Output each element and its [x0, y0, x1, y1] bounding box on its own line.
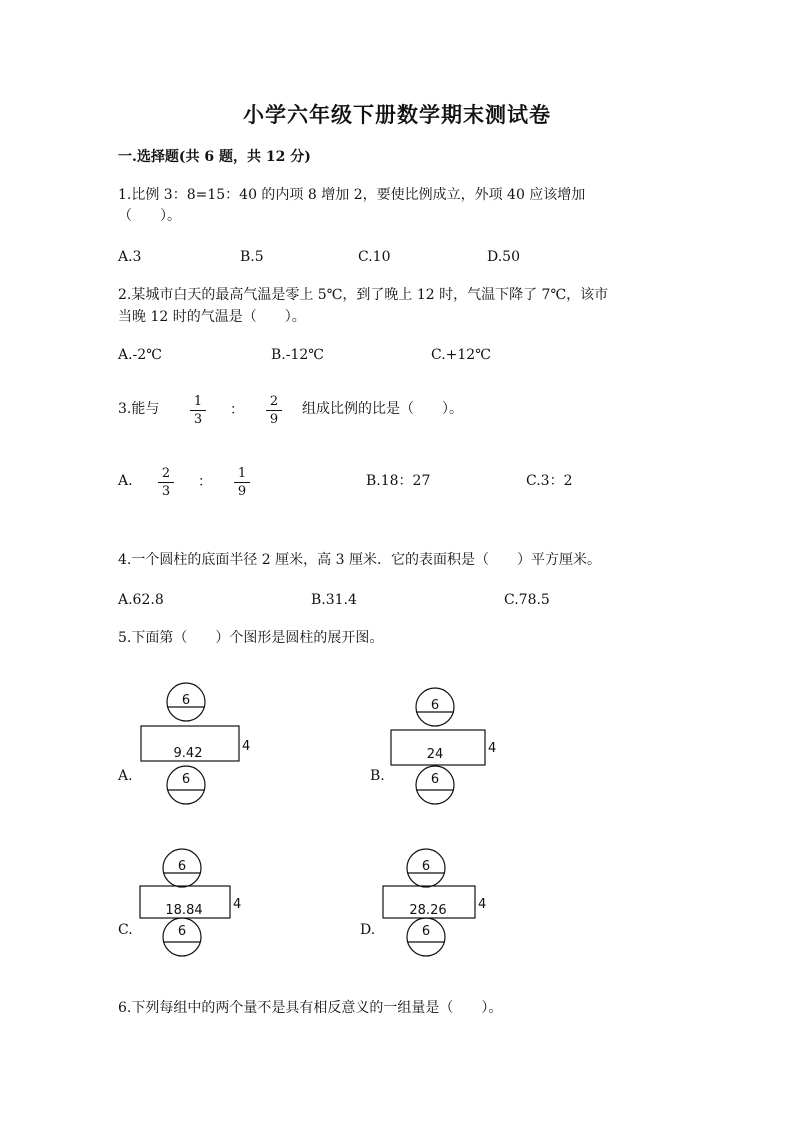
- q3-option-a-label: A.: [118, 473, 133, 489]
- q1-text-cont: （ ）。: [118, 208, 181, 224]
- figure-d-height: 4: [478, 897, 487, 912]
- q2-option-b: B.-12℃: [271, 347, 324, 363]
- q3-fraction-1-num: 1: [193, 394, 203, 409]
- q2-option-a: A.-2℃: [118, 347, 162, 363]
- q4-option-c: C.78.5: [504, 592, 550, 608]
- q2-text-cont: 当晚 12 时的气温是（ ）。: [118, 309, 306, 325]
- q1-text: 1.比例 3：8=15：40 的内项 8 增加 2，要使比例成立，外项 40 应该增加: [118, 187, 586, 203]
- section-heading: 一.选择题(共 6 题，共 12 分): [118, 149, 311, 165]
- q3-option-b: B.18：27: [366, 473, 431, 489]
- q3-option-a-fraction-1-num: 2: [161, 466, 171, 481]
- q4-option-a: A.62.8: [118, 592, 164, 608]
- figure-c-rect-length: 18.84: [165, 903, 203, 918]
- q3-option-a-fraction-2: [234, 466, 250, 499]
- q5-text: 5.下面第（ ）个图形是圆柱的展开图。: [118, 630, 384, 646]
- q3-fraction-2-num: 2: [269, 394, 279, 409]
- q1-option-a: A.3: [118, 249, 142, 265]
- figure-b-height: 4: [488, 741, 497, 756]
- figure-d-label: D.: [360, 922, 376, 938]
- figure-a-bottom-diameter: 6: [181, 772, 191, 787]
- q3-fraction-2-den: 9: [269, 412, 279, 427]
- q3-option-a-fraction-2-den: 9: [237, 484, 247, 499]
- q3-option-a-fraction-1: [158, 466, 174, 499]
- q3-option-a-fraction-1-den: 3: [161, 484, 171, 499]
- figure-d-top-diameter: 6: [421, 859, 431, 874]
- figure-d-rect-length: 28.26: [409, 903, 447, 918]
- q3-fraction-1-den: 3: [193, 412, 203, 427]
- q1-option-b: B.5: [240, 249, 264, 265]
- q6-text: 6.下列每组中的两个量不是具有相反意义的一组量是（ ）。: [118, 1000, 503, 1016]
- figure-b-label: B.: [370, 768, 385, 784]
- q4-option-b: B.31.4: [311, 592, 357, 608]
- q2-text: 2.某城市白天的最高气温是零上 5℃，到了晚上 12 时，气温下降了 7℃，该市: [118, 287, 609, 303]
- figure-d-bottom-diameter: 6: [421, 924, 431, 939]
- q1-option-d: D.50: [487, 249, 520, 265]
- figure-a-net: [135, 682, 255, 808]
- figure-a-label: A.: [118, 768, 133, 784]
- figure-c-bottom-diameter: 6: [177, 924, 187, 939]
- q2-option-c: C.+12℃: [431, 347, 491, 363]
- q3-option-c: C.3：2: [526, 473, 573, 489]
- q3-suffix: 组成比例的比是（ ）。: [302, 401, 463, 417]
- figure-b-bottom-diameter: 6: [430, 772, 440, 787]
- q3-prefix: 3.能与: [118, 401, 160, 417]
- q3-option-a-colon: ：: [198, 474, 212, 490]
- figure-a-rect-length: 9.42: [173, 746, 203, 761]
- figure-a-top-diameter: 6: [181, 693, 191, 708]
- figure-d-net: [380, 848, 500, 974]
- q1-option-c: C.10: [358, 249, 391, 265]
- figure-c-net: [136, 848, 256, 974]
- q3-fraction-1: [190, 394, 206, 427]
- page-title: 小学六年级下册数学期末测试卷: [243, 102, 551, 127]
- q3-option-a-fraction-2-num: 1: [237, 466, 247, 481]
- figure-b-top-diameter: 6: [430, 698, 440, 713]
- q3-fraction-2: [266, 394, 282, 427]
- figure-c-top-diameter: 6: [177, 859, 187, 874]
- figure-b-rect-length: 24: [426, 747, 444, 762]
- q4-text: 4.一个圆柱的底面半径 2 厘米，高 3 厘米．它的表面积是（ ）平方厘米。: [118, 552, 601, 568]
- figure-c-height: 4: [233, 897, 242, 912]
- q3-colon: ：: [230, 402, 244, 418]
- figure-b-net: [385, 688, 505, 814]
- figure-a-height: 4: [242, 739, 251, 754]
- figure-c-label: C.: [118, 922, 133, 938]
